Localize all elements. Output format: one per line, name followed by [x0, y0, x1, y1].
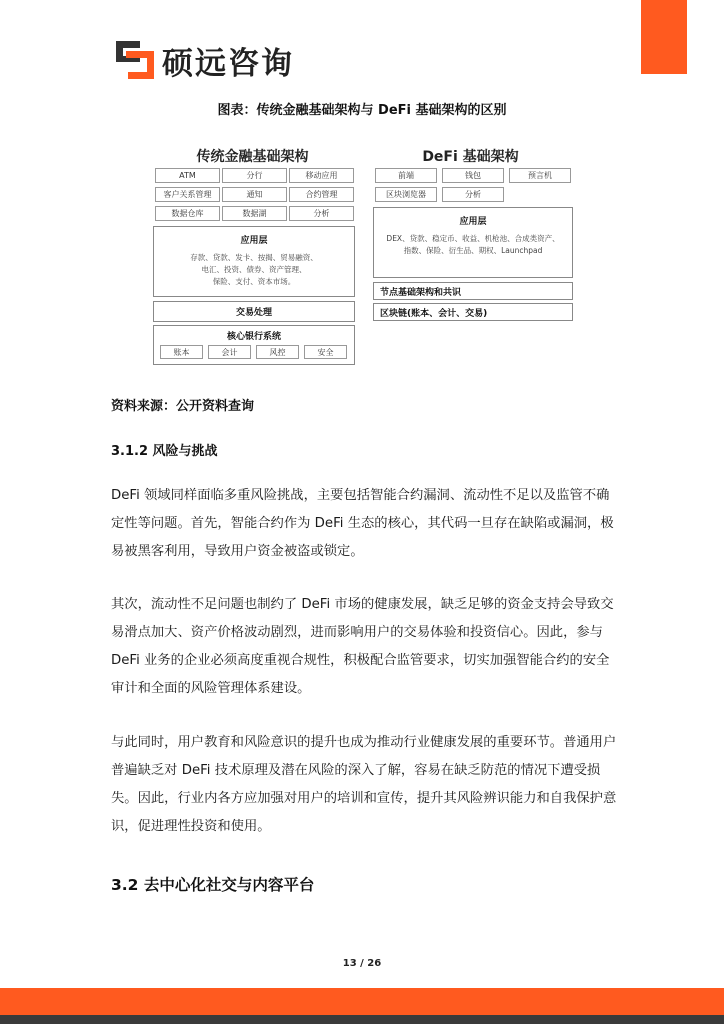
trad-cell: 分行: [222, 168, 287, 183]
defi-app-line: DEX、贷款、稳定币、收益、机枪池、合成类资产、: [386, 234, 560, 243]
defi-app-line: 指数、保险、衍生品、期权、Launchpad: [403, 246, 543, 255]
trad-app-layer-title: 应用层: [240, 236, 268, 246]
core-item: 安全: [304, 345, 347, 359]
trad-cell: 客户关系管理: [155, 187, 220, 202]
core-banking-title: 核心银行系统: [226, 332, 281, 342]
page-number: 13 / 26: [342, 958, 382, 969]
trad-transaction-layer: 交易处理: [153, 301, 355, 322]
core-item: 会计: [208, 345, 251, 359]
s-logo-icon: [116, 41, 154, 79]
defi-cell: 预言机: [509, 168, 571, 183]
trad-app-line: 保险、支付、资本市场。: [212, 277, 296, 286]
trad-cell: ATM: [155, 168, 220, 183]
figure-source: 资料来源：公开资料查询: [111, 399, 255, 414]
figure-title: 图表：传统金融基础架构与 DeFi 基础架构的区别: [217, 103, 507, 118]
defi-app-layer-text: [374, 233, 572, 257]
footer-dark-strip: [0, 1015, 724, 1024]
core-item: 账本: [160, 345, 203, 359]
defi-chain-layer: 区块链(账本、会计、交易): [373, 303, 573, 321]
brand-name: 硕远咨询: [162, 45, 294, 82]
defi-app-layer: [373, 207, 573, 278]
trad-cell: 数据湖: [222, 206, 287, 221]
trad-cell: 合约管理: [289, 187, 354, 202]
body-paragraph: 与此同时，用户教育和风险意识的提升也成为推动行业健康发展的重要环节。普通用户普遍缺乏对 DeFi 技术原理及潜在风险的深入了解，容易在缺乏防范的情况下遭受损失。因此，行业内各方应加强对用户的培训和宣传，提升其风险辨识能力和自我保护意识，促进理性投资和使用。: [111, 735, 617, 834]
defi-cell: 前端: [375, 168, 437, 183]
trad-cell: 分析: [289, 206, 354, 221]
body-paragraph: 其次，流动性不足问题也制约了 DeFi 市场的健康发展，缺乏足够的资金支持会导致交易滑点加大、资产价格波动剧烈，进而影响用户的交易体验和投资信心。因此，参与 DeFi 业务的企业必须高度重视合规性，积极配合监管要求，切实加强智能合约的安全审计和全面的风险管理体系建设。: [111, 597, 614, 696]
trad-app-line: 存款、贷款、发卡、按揭、贸易融资、: [190, 253, 318, 262]
defi-cell: 钱包: [442, 168, 504, 183]
trad-cell: 移动应用: [289, 168, 354, 183]
trad-cell: 数据仓库: [155, 206, 220, 221]
body-paragraph: DeFi 领域同样面临多重风险挑战，主要包括智能合约漏洞、流动性不足以及监管不确定性等问题。首先，智能合约作为 DeFi 生态的核心，其代码一旦存在缺陷或漏洞，极易被黑客利用，导致用户资金被盗或锁定。: [111, 488, 614, 559]
trad-app-layer-text: [154, 252, 354, 288]
defi-cell: 区块浏览器: [375, 187, 437, 202]
defi-cell: 分析: [442, 187, 504, 202]
architecture-diagram: [150, 140, 580, 366]
trad-app-line: 电汇、投资、债券、资产管理、: [201, 265, 307, 274]
brand-logo: [116, 40, 294, 80]
trad-cell: 通知: [222, 187, 287, 202]
trad-app-layer: [153, 226, 355, 297]
traditional-title: 传统金融基础架构: [196, 149, 309, 165]
section-heading-3-1-2: 3.1.2 风险与挑战: [111, 444, 218, 459]
core-item: 风控: [256, 345, 299, 359]
section-heading-3-2: 3.2 去中心化社交与内容平台: [111, 876, 315, 894]
defi-app-layer-title: 应用层: [459, 217, 487, 227]
defi-node-layer: 节点基础架构和共识: [373, 282, 573, 300]
header-accent-tab: [641, 0, 687, 74]
defi-title: DeFi 基础架构: [422, 149, 519, 165]
